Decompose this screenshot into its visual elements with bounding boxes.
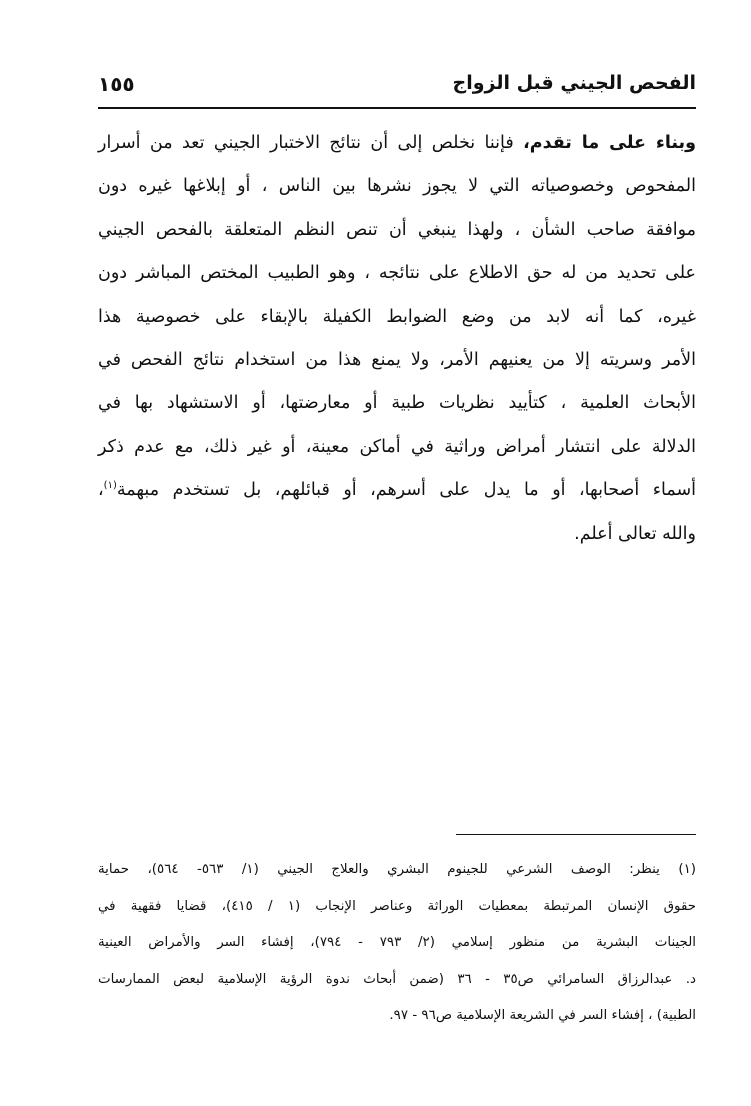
footnote-reference[interactable]: (١) (103, 480, 117, 492)
footnote-line-1: (١) ينظر: الوصف الشرعي للجينوم البشري والعلاج الجيني (١/ ٥٦٣- ٥٦٤)، حماية (98, 862, 696, 877)
body-line-5: غيره، كما أنه لابد من وضع الضوابط الكفيلة بالإبقاء على خصوصية هذا (98, 306, 696, 327)
body-line-3: موافقة صاحب الشأن ، ولهذا ينبغي أن تنص النظم المتعلقة بالفحص الجيني (98, 219, 696, 240)
footnote-line-3: الجينات البشرية من منظور إسلامي (٢/ ٧٩٣ - ٧٩٤)، إفشاء السر والأمراض العينية (98, 935, 696, 950)
footnote-line-4: د. عبدالرزاق السامرائي ص٣٥ - ٣٦ (ضمن أبحاث ندوة الرؤية الإسلامية لبعض الممارسات (98, 971, 696, 987)
body-line-9-tail: ، (98, 480, 104, 501)
body-line-4: على تحديد من له حق الاطلاع على نتائجه ، وهو الطبيب المختص المباشر دون (98, 263, 696, 284)
lead-phrase: وبناء على ما تقدم، (523, 133, 696, 153)
body-line-9 (98, 469, 696, 512)
body-line-1-rest: فإننا نخلص إلى أن نتائج الاختبار الجيني تعد من أسرار (98, 133, 524, 153)
body-line-9-text: أسماء أصحابها، أو ما يدل على أسرهم، أو قبائلهم، بل تستخدم مبهمة (116, 480, 696, 501)
body-line-closing: والله تعالى أعلم. (574, 523, 696, 544)
body-line-8: الدلالة على انتشار أمراض وراثية في أماكن معينة، أو غير ذلك، مع عدم ذكر (98, 436, 696, 457)
body-text (98, 122, 696, 556)
body-line-7: الأبحاث العلمية ، كتأييد نظريات طبية أو معارضتها، أو الاستشهاد بها في (98, 393, 696, 414)
body-line-6: الأمر وسريته إلا من يعنيهم الأمر، ولا يمنع هذا من استخدام نتائج الفحص في (98, 349, 696, 370)
footnote-line-5: الطبية) ، إفشاء السر في الشريعة الإسلامية ص٩٦ - ٩٧. (389, 1008, 696, 1023)
page-number: ١٥٥ (98, 72, 135, 96)
body-line-1 (98, 122, 696, 165)
running-header (98, 68, 696, 108)
footnote-line-2: حقوق الإنسان المرتبطة بمعطيات الوراثة وعناصر الإنجاب (١ / ٤١٥)، قضايا فقهية في (98, 898, 696, 914)
footnote (98, 852, 696, 1035)
body-line-2: المفحوص وخصوصياته التي لا يجوز نشرها بين الناس ، أو إبلاغها غيره دون (98, 176, 696, 197)
header-title: الفحص الجيني قبل الزواج (452, 72, 696, 94)
header-rule (98, 107, 696, 109)
footnote-rule (456, 834, 696, 835)
